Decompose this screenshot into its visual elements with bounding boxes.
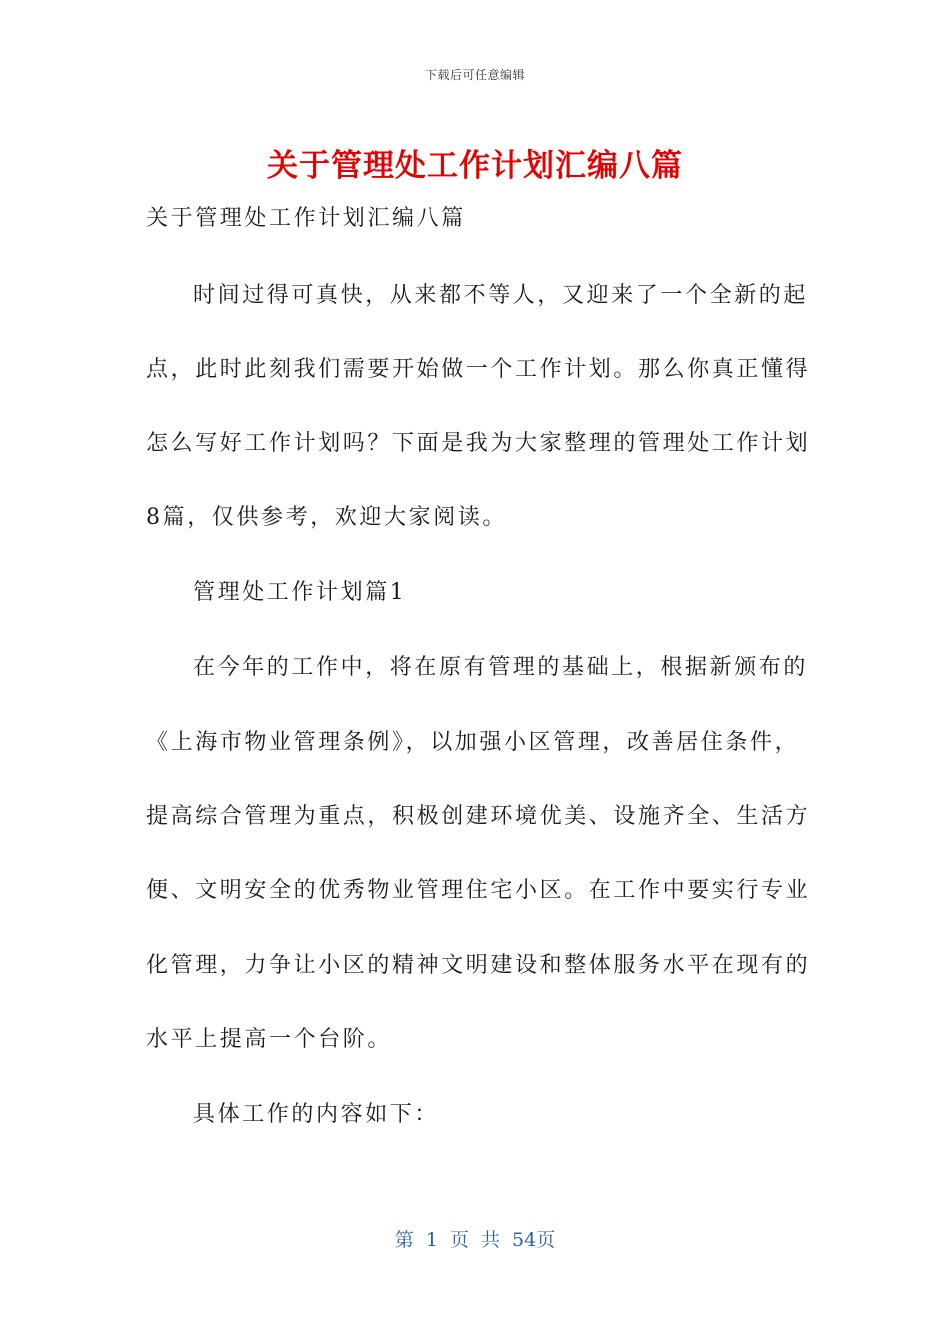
paragraph-line: 便、文明安全的优秀物业管理住宅小区。在工作中要实行专业 (146, 878, 811, 903)
paragraph-line: 怎么写好工作计划吗？下面是我为大家整理的管理处工作计划 (146, 431, 811, 456)
paragraph-line: 在今年的工作中，将在原有管理的基础上，根据新颁布的 (193, 655, 809, 680)
paragraph-line: 8篇，仅供参考，欢迎大家阅读。 (146, 505, 507, 530)
page-number-footer: 第 1 页 共 54页 (394, 1229, 556, 1251)
section-heading: 管理处工作计划篇1 (193, 580, 407, 605)
document-title: 关于管理处工作计划汇编八篇 (267, 148, 683, 184)
paragraph-line: 化管理，力争让小区的精神文明建设和整体服务水平在现有的 (146, 953, 811, 978)
subtitle-line: 关于管理处工作计划汇编八篇 (146, 206, 466, 231)
paragraph-line: 《上海市物业管理条例》，以加强小区管理，改善居住条件， (146, 730, 800, 755)
paragraph-line: 时间过得可真快，从来都不等人，又迎来了一个全新的起 (193, 283, 809, 308)
header-note: 下载后可任意编辑 (424, 68, 525, 82)
paragraph-line: 点，此时此刻我们需要开始做一个工作计划。那么你真正懂得 (146, 357, 811, 382)
paragraph-line: 具体工作的内容如下： (193, 1102, 440, 1127)
paragraph-line: 水平上提高一个台阶。 (146, 1027, 393, 1052)
paragraph-line: 提高综合管理为重点，积极创建环境优美、设施齐全、生活方 (146, 804, 811, 829)
